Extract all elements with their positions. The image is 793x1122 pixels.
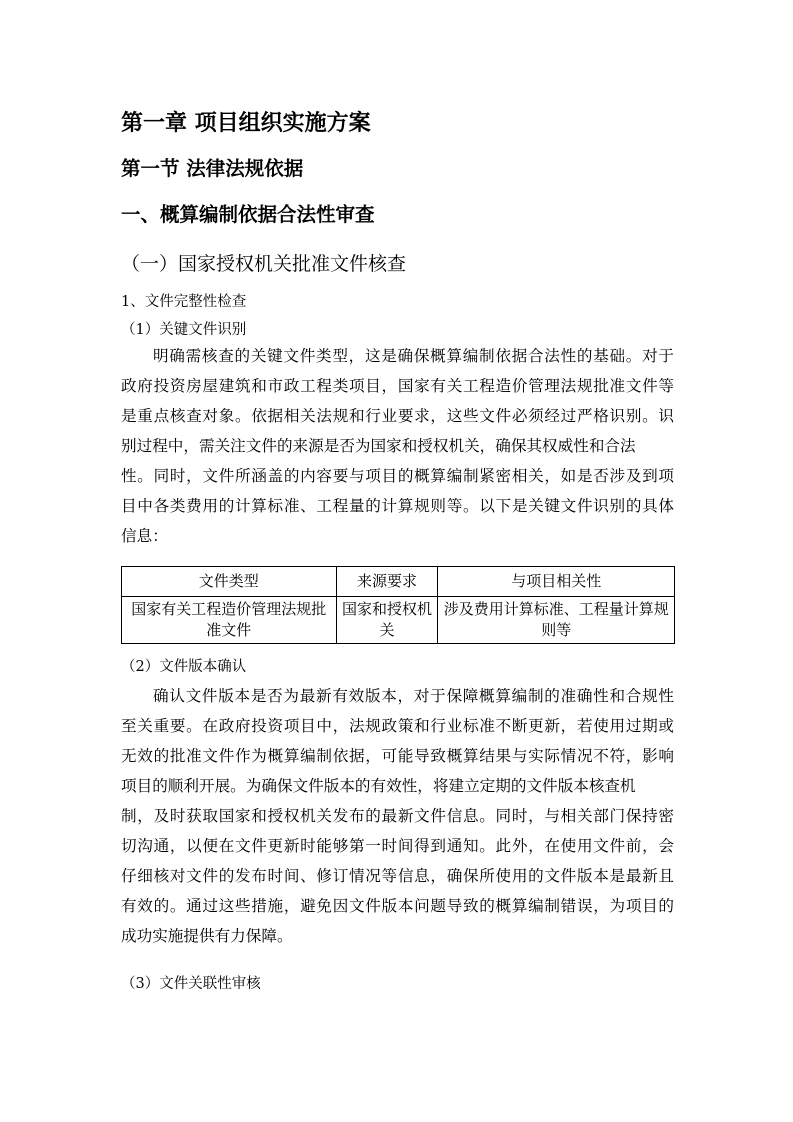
paragraph-line: 是重点核查对象。依据相关法规和行业要求，这些文件必须经过严格识别。识: [121, 407, 674, 425]
item-heading-1: 1、文件完整性检查: [121, 294, 247, 310]
paragraph-line: 成功实施提供有力保障。: [121, 927, 293, 945]
table-row: [122, 597, 675, 644]
paragraph-line: 确认文件版本是否为最新有效版本，对于保障概算编制的准确性和合规性: [153, 687, 674, 705]
paragraph-line: 明确需核查的关键文件类型，这是确保概算编制依据合法性的基础。对于: [153, 347, 674, 365]
item-heading-1-2: （2）文件版本确认: [121, 659, 247, 675]
paragraph-line: 切沟通，以便在文件更新时能够第一时间得到通知。此外，在使用文件前，会: [121, 837, 674, 855]
key-files-table: [121, 566, 675, 644]
table-header: 与项目相关性: [438, 567, 675, 597]
chapter-title: 第一章 项目组织实施方案: [121, 111, 371, 136]
paragraph-version-check: [121, 681, 674, 951]
paragraph-line: 目中各类费用的计算标准、工程量的计算规则等。以下是关键文件识别的具体: [121, 497, 674, 515]
paragraph-line: 制，及时获取国家和授权机关发布的最新文件信息。同时，与相关部门保持密: [121, 807, 674, 825]
table-cell: 国家和授权机关: [336, 597, 438, 644]
item-heading-1-3: （3）文件关联性审核: [121, 976, 261, 992]
table-header-row: [122, 567, 675, 597]
paragraph-line: 仔细核对文件的发布时间、修订情况等信息，确保所使用的文件版本是最新且: [121, 867, 674, 885]
table-header: 来源要求: [336, 567, 438, 597]
table-header: 文件类型: [122, 567, 337, 597]
item-heading-1-1: （1）关键文件识别: [121, 322, 247, 338]
paragraph-line: 有效的。通过这些措施，避免因文件版本问题导致的概算编制错误，为项目的: [121, 897, 674, 915]
paragraph-line: 项目的顺利开展。为确保文件版本的有效性，将建立定期的文件版本核查机: [121, 777, 636, 795]
section-title: 第一节 法律法规依据: [121, 157, 304, 180]
table-cell: 国家有关工程造价管理法规批准文件: [122, 597, 337, 644]
paragraph-line: 至关重要。在政府投资项目中，法规政策和行业标准不断更新，若使用过期或: [121, 717, 674, 735]
subsection-title: 一、概算编制依据合法性审查: [121, 203, 375, 226]
paragraph-line: 无效的批准文件作为概算编制依据，可能导致概算结果与实际情况不符，影响: [121, 747, 674, 765]
paragraph-line: 政府投资房屋建筑和市政工程类项目，国家有关工程造价管理法规批准文件等: [121, 377, 674, 395]
paragraph-line: 性。同时，文件所涵盖的内容要与项目的概算编制紧密相关，如是否涉及到项: [121, 467, 674, 485]
paragraph-line: 别过程中，需关注文件的来源是否为国家和授权机关，确保其权威性和合法: [121, 437, 636, 455]
subsubsection-title: （一）国家授权机关批准文件核查: [121, 253, 407, 275]
paragraph-key-files: [121, 341, 674, 551]
table-cell: 涉及费用计算标准、工程量计算规则等: [438, 597, 675, 644]
paragraph-line: 信息：: [121, 527, 168, 545]
